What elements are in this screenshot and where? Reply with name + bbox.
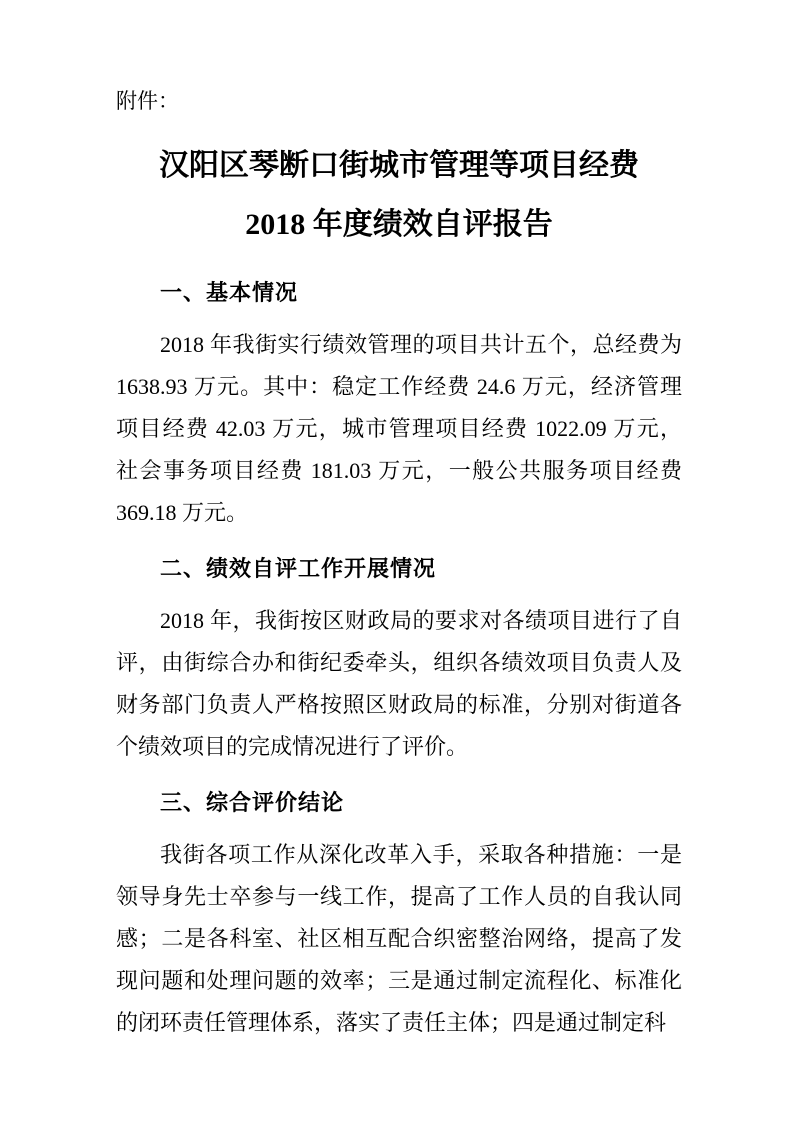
section-paragraph <box>116 834 682 1044</box>
paragraph-line: 现问题和处理问题的效率；三是通过制定流程化、标准化 <box>116 968 682 993</box>
section-heading: 三、综合评价结论 <box>160 790 345 815</box>
section-paragraph <box>116 600 682 768</box>
document-section <box>116 278 682 534</box>
attachment-label: 附件： <box>116 89 179 113</box>
paragraph-line: 2018 年，我街按区财政局的要求对各绩项目进行了自 <box>160 608 682 633</box>
paragraph-line: 领导身先士卒参与一线工作，提高了工作人员的自我认同 <box>116 884 682 909</box>
document-section <box>116 788 682 1044</box>
paragraph-line: 财务部门负责人严格按照区财政局的标准，分别对街道各 <box>116 692 682 717</box>
title-line-2: 2018 年度绩效自评报告 <box>245 208 553 241</box>
paragraph-line: 个绩效项目的完成情况进行了评价。 <box>116 734 469 759</box>
paragraph-line: 1638.93 万元。其中：稳定工作经费 24.6 万元，经济管理 <box>116 374 682 399</box>
paragraph-line: 社会事务项目经费 181.03 万元，一般公共服务项目经费 <box>116 458 682 483</box>
section-heading: 二、绩效自评工作开展情况 <box>160 556 437 581</box>
paragraph-line: 的闭环责任管理体系，落实了责任主体；四是通过制定科 <box>116 1010 667 1035</box>
paragraph-line: 我街各项工作从深化改革入手，采取各种措施：一是 <box>160 842 682 867</box>
document-section <box>116 554 682 768</box>
paragraph-line: 感；二是各科室、社区相互配合织密整治网络，提高了发 <box>116 926 682 951</box>
paragraph-line: 评，由街综合办和街纪委牵头，组织各绩效项目负责人及 <box>116 650 682 675</box>
paragraph-line: 369.18 万元。 <box>116 500 249 525</box>
document-title <box>116 136 682 254</box>
section-paragraph <box>116 324 682 534</box>
paragraph-line: 项目经费 42.03 万元，城市管理项目经费 1022.09 万元， <box>116 416 682 441</box>
title-line-1: 汉阳区琴断口街城市管理等项目经费 <box>159 149 639 182</box>
paragraph-line: 2018 年我街实行绩效管理的项目共计五个，总经费为 <box>160 332 682 357</box>
section-heading: 一、基本情况 <box>160 280 299 305</box>
document-body <box>116 278 682 1044</box>
